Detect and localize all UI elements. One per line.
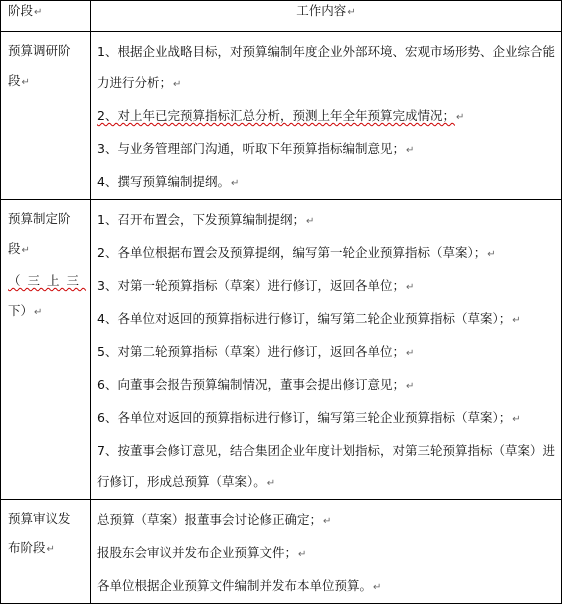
stage-cell <box>1 200 91 500</box>
paragraph-mark-icon: ↵ <box>512 414 521 425</box>
paragraph-mark-icon: ↵ <box>21 77 30 88</box>
content-cell <box>91 200 562 500</box>
stage-cell <box>1 32 91 200</box>
header-content-cell <box>91 1 562 32</box>
paragraph-mark-icon: ↵ <box>405 145 415 156</box>
list-item: 3、对第一轮预算指标（草案）进行修订，返回各单位；↵ <box>97 278 415 293</box>
table-row <box>1 32 562 200</box>
list-item: 4、撰写预算编制提纲。↵ <box>97 174 240 189</box>
stage-line: 预算制定阶 <box>8 211 71 226</box>
paragraph-mark-icon: ↵ <box>405 348 415 359</box>
table-row <box>1 500 562 604</box>
list-item: 5、对第二轮预算指标（草案）进行修订，返回各单位；↵ <box>97 344 415 359</box>
content-cell <box>91 32 562 200</box>
table-row <box>1 200 562 500</box>
stage-line: （三上三 <box>8 273 87 288</box>
paragraph-mark-icon: ↵ <box>455 112 465 123</box>
paragraph-mark-icon: ↵ <box>21 245 30 256</box>
paragraph-mark-icon: ↵ <box>487 249 496 260</box>
list-item: 总预算（草案）报董事会讨论修正确定；↵ <box>97 512 332 527</box>
paragraph-mark-icon: ↵ <box>298 549 307 560</box>
paragraph-mark-icon: ↵ <box>230 178 240 189</box>
paragraph-mark-icon: ↵ <box>173 79 182 90</box>
stage-line: 预算调研阶 <box>8 43 71 58</box>
stage-line: 段↵ <box>8 73 30 88</box>
list-item: 2、各单位根据布置会及预算提纲，编写第一轮企业预算指标（草案）；↵ <box>97 245 496 260</box>
paragraph-mark-icon: ↵ <box>405 381 415 392</box>
header-stage-label: 阶段 <box>8 3 34 18</box>
paragraph-mark-icon: ↵ <box>34 7 43 18</box>
list-item: 1、召开布置会，下发预算编制提纲；↵ <box>97 212 315 227</box>
stage-line: 布阶段↵ <box>8 540 55 555</box>
stage-line: 下）↵ <box>8 303 43 318</box>
paragraph-mark-icon: ↵ <box>347 7 356 18</box>
header-content-label: 工作内容 <box>296 3 347 18</box>
header-stage-cell <box>1 1 91 32</box>
paragraph-mark-icon: ↵ <box>266 478 276 489</box>
list-item: 报股东会审议并发布企业预算文件；↵ <box>97 545 307 560</box>
paragraph-mark-icon: ↵ <box>405 282 415 293</box>
list-item: 1、根据企业战略目标，对预算编制年度企业外部环境、宏观市场形势、企业综合能力进行分析；↵ <box>97 44 555 90</box>
list-item: 7、按董事会修订意见，结合集团企业年度计划指标，对第三轮预算指标（草案）进行修订，形成总预算（草案）。↵ <box>97 443 555 489</box>
list-item: 3、与业务管理部门沟通，听取下年预算指标编制意见；↵ <box>97 141 415 156</box>
list-item: 各单位根据企业预算文件编制并发布本单位预算。↵ <box>97 578 382 593</box>
paragraph-mark-icon: ↵ <box>323 516 332 527</box>
paragraph-mark-icon: ↵ <box>305 216 315 227</box>
table-header-row <box>1 1 562 32</box>
paragraph-mark-icon: ↵ <box>46 544 55 555</box>
paragraph-mark-icon: ↵ <box>512 315 521 326</box>
stage-line: 预算审议发 <box>8 511 71 526</box>
stage-line: 段↵ <box>8 241 30 256</box>
list-item: 2、对上年已完预算指标汇总分析，预测上年全年预算完成情况；↵ <box>97 108 465 123</box>
paragraph-mark-icon: ↵ <box>34 307 43 318</box>
content-cell <box>91 500 562 604</box>
list-item: 4、各单位对返回的预算指标进行修订，编写第二轮企业预算指标（草案）；↵ <box>97 311 521 326</box>
list-item: 6、向董事会报告预算编制情况，董事会提出修订意见；↵ <box>97 377 415 392</box>
list-item: 6、各单位对返回的预算指标进行修订，编写第三轮企业预算指标（草案）；↵ <box>97 410 521 425</box>
stage-cell <box>1 500 91 604</box>
paragraph-mark-icon: ↵ <box>373 582 382 593</box>
